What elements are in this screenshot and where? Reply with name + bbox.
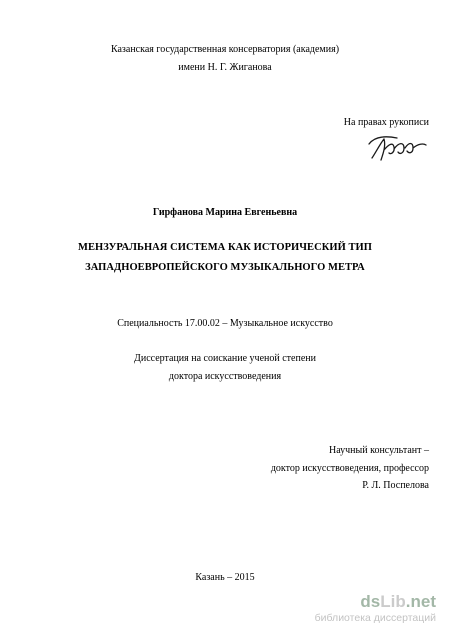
watermark-logo-lib: Lib [380,592,406,611]
city-year: Казань – 2015 [195,572,255,583]
degree-line-1: Диссертация на соискание ученой степени [134,353,316,364]
watermark-caption: библиотека диссертаций [314,612,436,624]
rights-notice: На правах рукописи [343,117,429,128]
institution-named-after: имени Н. Г. Жиганова [178,62,272,73]
specialty: Специальность 17.00.02 – Музыкальное искусство [117,318,333,329]
consultant-name: Р. Л. Поспелова [362,480,429,491]
handwritten-signature-icon [363,130,429,166]
degree-line-2: доктора искусствоведения [168,371,282,382]
watermark [314,592,438,625]
consultant-position: доктор искусствоведения, профессор [270,463,429,474]
author-name: Гирфанова Марина Евгеньевна [152,207,298,218]
institution-name: Казанская государственная консерватория (академия) [110,44,340,55]
consultant-label: Научный консультант – [329,445,429,456]
dissertation-title-line-2: ЗАПАДНОЕВРОПЕЙСКОГО МУЗЫКАЛЬНОГО МЕТРА [85,262,365,273]
watermark-logo-ds: ds [360,592,381,611]
dissertation-title-line-1: МЕНЗУРАЛЬНАЯ СИСТЕМА КАК ИСТОРИЧЕСКИЙ ТИП [78,242,372,253]
watermark-logo-net: .net [405,592,436,611]
watermark-logo [360,593,436,611]
